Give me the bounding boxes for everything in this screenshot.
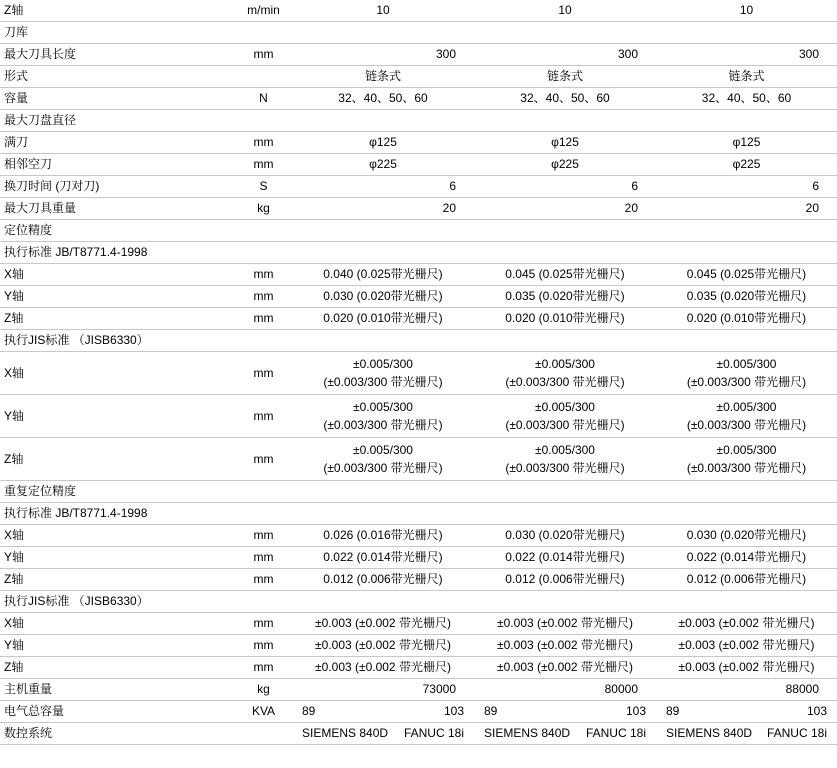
row-value: 20 bbox=[656, 198, 837, 220]
row-value bbox=[656, 438, 837, 481]
row-value bbox=[474, 701, 656, 723]
row-label: Y轴 bbox=[0, 395, 235, 438]
row-value-part: FANUC 18i bbox=[585, 726, 646, 740]
row-unit: kg bbox=[235, 679, 292, 701]
table-row bbox=[0, 44, 837, 66]
table-row bbox=[0, 0, 837, 22]
row-unit: mm bbox=[235, 525, 292, 547]
row-value-part: 103 bbox=[443, 704, 464, 718]
table-row bbox=[0, 438, 837, 481]
row-value-line: (±0.003/300 带光栅尺) bbox=[505, 418, 625, 432]
row-value: 20 bbox=[292, 198, 474, 220]
row-value: 链条式 bbox=[656, 66, 837, 88]
row-label: 换刀时间 (刀对刀) bbox=[0, 176, 235, 198]
row-label: 最大刀具重量 bbox=[0, 198, 235, 220]
row-value bbox=[656, 701, 837, 723]
row-unit: mm bbox=[235, 286, 292, 308]
table-row bbox=[0, 176, 837, 198]
section-label: 刀库 bbox=[0, 22, 837, 44]
row-value-part: 103 bbox=[806, 704, 827, 718]
row-unit: mm bbox=[235, 569, 292, 591]
row-value: ±0.003 (±0.002 带光栅尺) bbox=[474, 613, 656, 635]
row-value: 0.022 (0.014带光栅尺) bbox=[656, 547, 837, 569]
row-label: X轴 bbox=[0, 613, 235, 635]
row-value-pair bbox=[660, 726, 833, 741]
row-value-part: FANUC 18i bbox=[766, 726, 827, 740]
row-value-line: ±0.005/300 bbox=[353, 443, 413, 457]
row-unit bbox=[235, 723, 292, 745]
row-value-part: FANUC 18i bbox=[403, 726, 464, 740]
row-value: 0.020 (0.010带光栅尺) bbox=[292, 308, 474, 330]
table-row bbox=[0, 679, 837, 701]
row-value: ±0.003 (±0.002 带光栅尺) bbox=[656, 657, 837, 679]
row-unit: kg bbox=[235, 198, 292, 220]
row-value-line: ±0.005/300 bbox=[716, 357, 777, 371]
row-value bbox=[292, 723, 474, 745]
row-unit: mm bbox=[235, 657, 292, 679]
row-value-pair bbox=[660, 704, 833, 719]
row-value-part: 89 bbox=[302, 704, 316, 718]
table-row bbox=[0, 154, 837, 176]
row-unit: mm bbox=[235, 44, 292, 66]
row-value bbox=[656, 723, 837, 745]
row-value-part: SIEMENS 840D bbox=[484, 726, 571, 740]
row-label: 主机重量 bbox=[0, 679, 235, 701]
row-value-line: ±0.005/300 bbox=[535, 357, 595, 371]
row-value-part: SIEMENS 840D bbox=[666, 726, 753, 740]
row-value: φ125 bbox=[292, 132, 474, 154]
row-value: ±0.003 (±0.002 带光栅尺) bbox=[656, 635, 837, 657]
row-value-part: 103 bbox=[625, 704, 646, 718]
row-value: 88000 bbox=[656, 679, 837, 701]
row-value: φ225 bbox=[656, 154, 837, 176]
table-row bbox=[0, 525, 837, 547]
row-value: ±0.003 (±0.002 带光栅尺) bbox=[474, 657, 656, 679]
table-row bbox=[0, 503, 837, 525]
row-value-line: (±0.003/300 带光栅尺) bbox=[323, 461, 443, 475]
row-value: 300 bbox=[292, 44, 474, 66]
table-row bbox=[0, 481, 837, 503]
row-value-line: ±0.005/300 bbox=[535, 443, 595, 457]
row-value-line: ±0.005/300 bbox=[716, 400, 777, 414]
row-value: 0.030 (0.020带光栅尺) bbox=[474, 525, 656, 547]
table-row bbox=[0, 22, 837, 44]
row-value: 0.045 (0.025带光栅尺) bbox=[474, 264, 656, 286]
row-value-line: (±0.003/300 带光栅尺) bbox=[323, 375, 443, 389]
row-value-part: SIEMENS 840D bbox=[302, 726, 389, 740]
row-unit: mm bbox=[235, 438, 292, 481]
row-label: Y轴 bbox=[0, 635, 235, 657]
row-value-line: ±0.005/300 bbox=[353, 400, 413, 414]
table-row bbox=[0, 613, 837, 635]
table-row bbox=[0, 220, 837, 242]
row-value: 0.012 (0.006带光栅尺) bbox=[656, 569, 837, 591]
row-value bbox=[474, 438, 656, 481]
row-label: Y轴 bbox=[0, 547, 235, 569]
row-unit: mm bbox=[235, 547, 292, 569]
row-unit: mm bbox=[235, 132, 292, 154]
row-value-line: ±0.005/300 bbox=[716, 443, 777, 457]
row-value: φ125 bbox=[656, 132, 837, 154]
row-value: 0.040 (0.025带光栅尺) bbox=[292, 264, 474, 286]
table-row bbox=[0, 264, 837, 286]
section-label: 重复定位精度 bbox=[0, 481, 837, 503]
table-row bbox=[0, 286, 837, 308]
section-label: 执行JIS标准 （JISB6330） bbox=[0, 330, 837, 352]
row-value bbox=[474, 395, 656, 438]
row-value-line: ±0.005/300 bbox=[353, 357, 413, 371]
table-row bbox=[0, 657, 837, 679]
row-value: 0.022 (0.014带光栅尺) bbox=[474, 547, 656, 569]
row-unit: KVA bbox=[235, 701, 292, 723]
section-label: 执行JIS标准 （JISB6330） bbox=[0, 591, 837, 613]
row-label: Z轴 bbox=[0, 569, 235, 591]
row-value bbox=[292, 438, 474, 481]
row-label: 形式 bbox=[0, 66, 235, 88]
row-value-pair bbox=[478, 704, 652, 719]
table-row bbox=[0, 242, 837, 264]
row-value: 0.012 (0.006带光栅尺) bbox=[474, 569, 656, 591]
table-row bbox=[0, 635, 837, 657]
row-unit: mm bbox=[235, 264, 292, 286]
table-row bbox=[0, 330, 837, 352]
row-label: X轴 bbox=[0, 264, 235, 286]
row-unit: mm bbox=[235, 308, 292, 330]
row-value: 300 bbox=[474, 44, 656, 66]
row-value: ±0.003 (±0.002 带光栅尺) bbox=[292, 635, 474, 657]
row-value: φ225 bbox=[474, 154, 656, 176]
row-unit: m/min bbox=[235, 0, 292, 22]
row-value: φ125 bbox=[474, 132, 656, 154]
row-value-line: ±0.005/300 bbox=[535, 400, 595, 414]
row-label: Z轴 bbox=[0, 308, 235, 330]
row-value-line: (±0.003/300 带光栅尺) bbox=[686, 461, 807, 475]
section-label: 执行标准 JB/T8771.4-1998 bbox=[0, 503, 837, 525]
table-row bbox=[0, 308, 837, 330]
row-value-part: 89 bbox=[666, 704, 680, 718]
row-value: 0.030 (0.020带光栅尺) bbox=[292, 286, 474, 308]
row-value: ±0.003 (±0.002 带光栅尺) bbox=[474, 635, 656, 657]
row-value: 链条式 bbox=[292, 66, 474, 88]
row-value-line: (±0.003/300 带光栅尺) bbox=[505, 375, 625, 389]
table-row bbox=[0, 352, 837, 395]
row-value-pair bbox=[296, 704, 470, 719]
table-row bbox=[0, 88, 837, 110]
row-value: 0.020 (0.010带光栅尺) bbox=[656, 308, 837, 330]
row-value: 32、40、50、60 bbox=[656, 88, 837, 110]
row-label: Z轴 bbox=[0, 657, 235, 679]
row-value bbox=[292, 701, 474, 723]
table-row bbox=[0, 110, 837, 132]
table-row bbox=[0, 723, 837, 745]
row-value: 20 bbox=[474, 198, 656, 220]
row-value: 73000 bbox=[292, 679, 474, 701]
table-row bbox=[0, 132, 837, 154]
row-value: 0.026 (0.016带光栅尺) bbox=[292, 525, 474, 547]
row-value-line: (±0.003/300 带光栅尺) bbox=[686, 418, 807, 432]
row-value: 80000 bbox=[474, 679, 656, 701]
row-value-pair bbox=[296, 726, 470, 741]
row-label: 相邻空刀 bbox=[0, 154, 235, 176]
row-value: ±0.003 (±0.002 带光栅尺) bbox=[292, 657, 474, 679]
row-unit: S bbox=[235, 176, 292, 198]
table-row bbox=[0, 591, 837, 613]
section-label: 定位精度 bbox=[0, 220, 837, 242]
table-row bbox=[0, 66, 837, 88]
row-unit: mm bbox=[235, 635, 292, 657]
table-row bbox=[0, 569, 837, 591]
row-value: 32、40、50、60 bbox=[474, 88, 656, 110]
row-value: 6 bbox=[474, 176, 656, 198]
row-unit bbox=[235, 66, 292, 88]
row-unit: mm bbox=[235, 395, 292, 438]
row-value: 300 bbox=[656, 44, 837, 66]
row-value: 32、40、50、60 bbox=[292, 88, 474, 110]
row-value bbox=[474, 352, 656, 395]
row-unit: mm bbox=[235, 154, 292, 176]
row-label: Y轴 bbox=[0, 286, 235, 308]
row-label: X轴 bbox=[0, 525, 235, 547]
section-label: 执行标准 JB/T8771.4-1998 bbox=[0, 242, 837, 264]
row-unit: mm bbox=[235, 613, 292, 635]
row-value: 0.030 (0.020带光栅尺) bbox=[656, 525, 837, 547]
row-value: 0.035 (0.020带光栅尺) bbox=[474, 286, 656, 308]
row-value: 0.035 (0.020带光栅尺) bbox=[656, 286, 837, 308]
row-value-part: 89 bbox=[484, 704, 498, 718]
row-value: ±0.003 (±0.002 带光栅尺) bbox=[656, 613, 837, 635]
row-label: 最大刀具长度 bbox=[0, 44, 235, 66]
row-value-line: (±0.003/300 带光栅尺) bbox=[505, 461, 625, 475]
row-label: 满刀 bbox=[0, 132, 235, 154]
row-value-pair bbox=[478, 726, 652, 741]
row-value: 0.022 (0.014带光栅尺) bbox=[292, 547, 474, 569]
row-value bbox=[292, 395, 474, 438]
row-value: 6 bbox=[292, 176, 474, 198]
row-value-line: (±0.003/300 带光栅尺) bbox=[323, 418, 443, 432]
row-label: Z轴 bbox=[0, 438, 235, 481]
row-value: 10 bbox=[292, 0, 474, 22]
row-value: 6 bbox=[656, 176, 837, 198]
table-row bbox=[0, 198, 837, 220]
row-label: 容量 bbox=[0, 88, 235, 110]
row-label: 数控系统 bbox=[0, 723, 235, 745]
row-label: 电气总容量 bbox=[0, 701, 235, 723]
row-value: 10 bbox=[656, 0, 837, 22]
row-value bbox=[474, 723, 656, 745]
row-unit: N bbox=[235, 88, 292, 110]
row-label: X轴 bbox=[0, 352, 235, 395]
row-value-line: (±0.003/300 带光栅尺) bbox=[686, 375, 807, 389]
table-row bbox=[0, 395, 837, 438]
row-label: Z轴 bbox=[0, 0, 235, 22]
row-value bbox=[292, 352, 474, 395]
row-value bbox=[656, 352, 837, 395]
row-unit: mm bbox=[235, 352, 292, 395]
row-value: 10 bbox=[474, 0, 656, 22]
row-value: 0.045 (0.025带光栅尺) bbox=[656, 264, 837, 286]
row-value: 链条式 bbox=[474, 66, 656, 88]
row-value: 0.012 (0.006带光栅尺) bbox=[292, 569, 474, 591]
section-label: 最大刀盘直径 bbox=[0, 110, 837, 132]
row-value: φ225 bbox=[292, 154, 474, 176]
row-value bbox=[656, 395, 837, 438]
row-value: ±0.003 (±0.002 带光栅尺) bbox=[292, 613, 474, 635]
table-row bbox=[0, 701, 837, 723]
row-value: 0.020 (0.010带光栅尺) bbox=[474, 308, 656, 330]
table-row bbox=[0, 547, 837, 569]
